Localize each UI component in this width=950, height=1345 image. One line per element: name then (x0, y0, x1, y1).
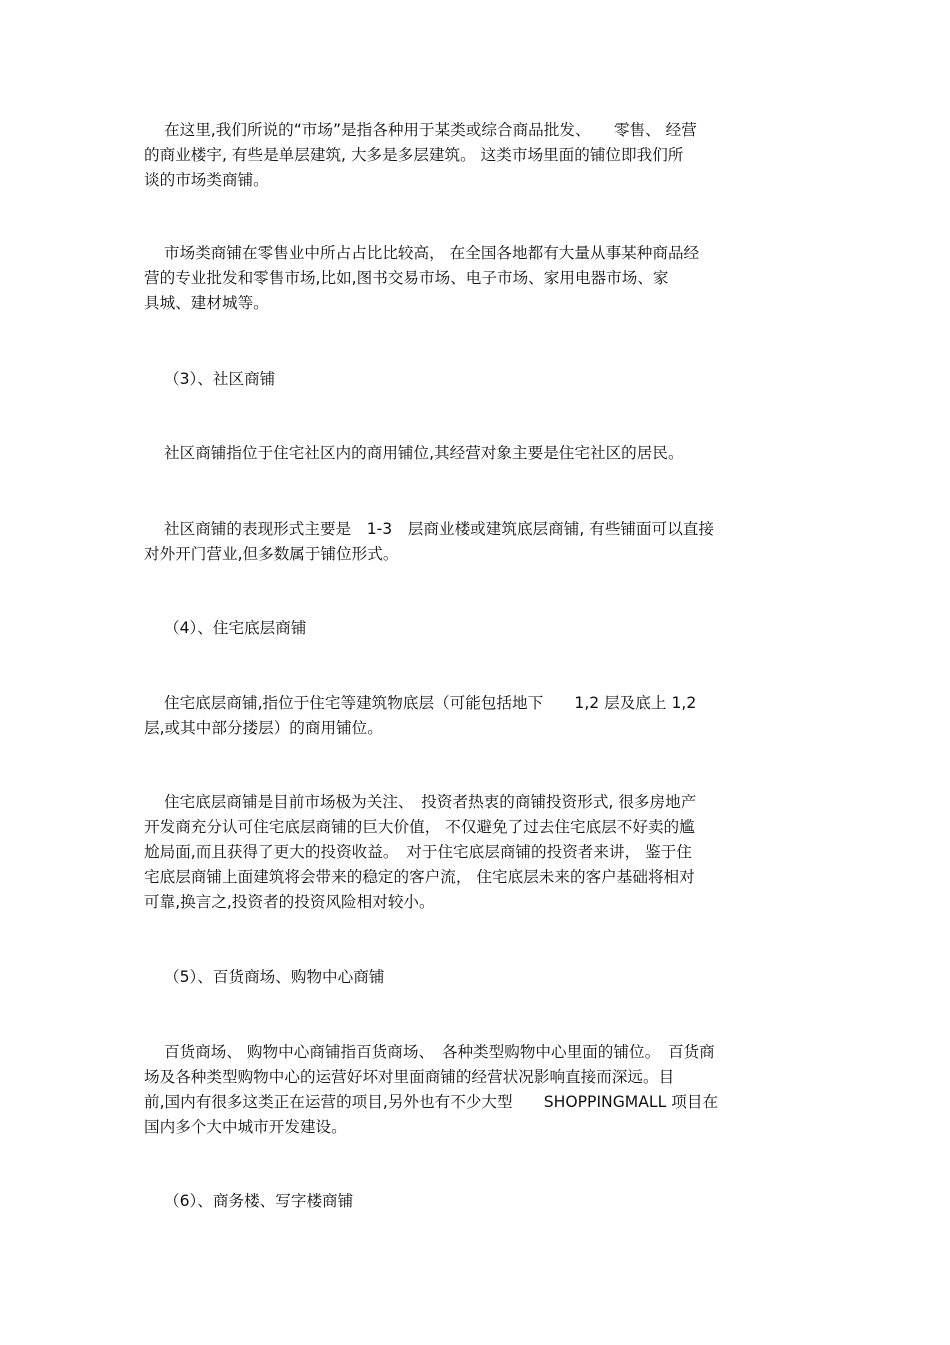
heading-text: （6）、商务楼、写字楼商铺 (164, 1192, 354, 1210)
text-line: 前,国内有很多这类正在运营的项目,另外也有不少大型 SHOPPINGMALL 项目在 (144, 1093, 719, 1111)
heading-text: （4）、住宅底层商铺 (164, 619, 307, 637)
text-line: 开发商充分认可住宅底层商铺的巨大价值， 不仅避免了过去住宅底层不好卖的尴 (144, 818, 695, 836)
heading-text: （5）、百货商场、购物中心商铺 (164, 968, 385, 986)
text-line: 住宅底层商铺是目前市场极为关注、 投资者热衷的商铺投资形式, 很多房地产 (164, 793, 697, 811)
text-line: 层,或其中部分搂层）的商用铺位。 (144, 719, 383, 737)
text-line: 社区商铺的表现形式主要是 1-3 层商业楼或建筑底层商铺, 有些铺面可以直接 (164, 520, 714, 538)
paragraph-residential-investment (144, 790, 784, 915)
text-line: 国内多个大中城市开发建设。 (144, 1118, 347, 1136)
paragraph-community-forms (144, 517, 784, 567)
text-line: 宅底层商铺上面建筑将会带来的稳定的客户流， 住宅底层未来的客户基础将相对 (144, 868, 695, 886)
paragraph-market-definition (144, 118, 784, 193)
paragraph-market-share (144, 241, 784, 316)
text-line: 对外开门营业,但多数属于铺位形式。 (144, 545, 399, 563)
text-line: 具城、建材城等。 (144, 294, 269, 312)
text-line: 营的专业批发和零售市场,比如,图书交易市场、电子市场、家用电器市场、家 (144, 269, 669, 287)
text-line: 场及各种类型购物中心的运营好坏对里面商铺的经营状况影响直接而深远。目 (144, 1068, 675, 1086)
text-line: 可靠,换言之,投资者的投资风险相对较小。 (144, 893, 435, 911)
section-heading-5 (144, 965, 784, 990)
text-line: 在这里,我们所说的“市场”是指各种用于某类或综合商品批发、 零售、 经营 (164, 121, 697, 139)
text-line: 市场类商铺在零售业中所占占比比较高， 在全国各地都有大量从事某种商品经 (164, 244, 700, 262)
text-line: 尬局面,而且获得了更大的投资收益。 对于住宅底层商铺的投资者来讲， 鉴于住 (144, 843, 692, 861)
section-heading-6 (144, 1189, 784, 1214)
text-line: 的商业楼宇, 有些是单层建筑, 大多是多层建筑。 这类市场里面的铺位即我们所 (144, 146, 684, 164)
heading-text: （3）、社区商铺 (164, 370, 276, 388)
paragraph-department-stores (144, 1040, 784, 1140)
paragraph-community-shops (144, 441, 784, 466)
text-line: 谈的市场类商铺。 (144, 171, 269, 189)
text-line: 社区商铺指位于住宅社区内的商用铺位,其经营对象主要是住宅社区的居民。 (164, 444, 684, 462)
text-line: 住宅底层商铺,指位于住宅等建筑物底层（可能包括地下 1,2 层及底上 1,2 (164, 694, 697, 712)
section-heading-3 (144, 367, 784, 392)
paragraph-residential-ground (144, 691, 784, 741)
text-line: 百货商场、 购物中心商铺指百货商场、 各种类型购物中心里面的铺位。 百货商 (164, 1043, 715, 1061)
section-heading-4 (144, 616, 784, 641)
